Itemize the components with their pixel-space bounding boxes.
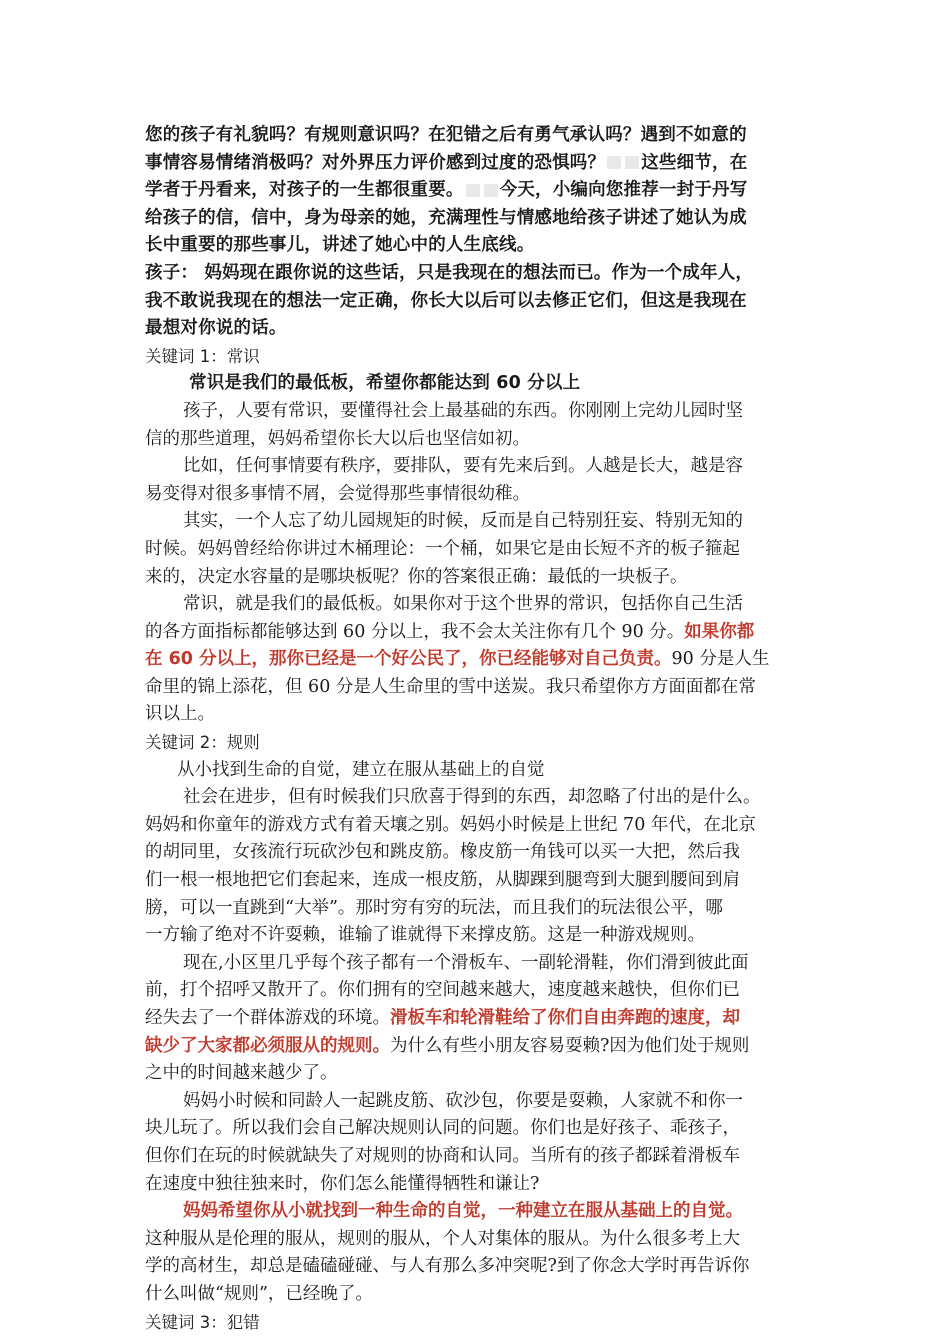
keyword-heading-3: 关键词 3：犯错 — [145, 1312, 260, 1332]
letter-opening-line: 最想对你说的话。 — [145, 318, 287, 339]
intro-line: 长中重要的那些事儿，讲述了她心中的人生底线。 — [145, 235, 535, 256]
letter-document — [145, 122, 807, 1336]
intro-line: 事情容易情绪消极吗？对外界压力评价感到过度的恐惧吗？ 这些细节，在 — [145, 152, 748, 173]
redacted-block — [466, 184, 480, 197]
keyword-heading-1: 关键词 1：常识 — [145, 346, 260, 366]
paragraph-line: 时候。妈妈曾经给你讲过木桶理论：一个桶，如果它是由长短不齐的板子箍起 — [145, 538, 740, 559]
highlighted-text: 缺少了大家都必须服从的规则。 — [145, 1035, 390, 1056]
redacted-block — [607, 156, 621, 169]
paragraph-line: 经失去了一个群体游戏的环境。滑板车和轮滑鞋给了你们自由奔跑的速度，却 — [145, 1008, 740, 1028]
paragraph-line: 来的，决定水容量的是哪块板呢？你的答案很正确：最低的一块板子。 — [145, 566, 688, 587]
paragraph-line: 膀，可以一直跳到“大举”。那时穷有穷的玩法，而且我们的玩法很公平，哪 — [145, 897, 723, 918]
paragraph-line: 前，打个招呼又散开了。你们拥有的空间越来越大，速度越来越快，但你们已 — [145, 980, 740, 1001]
paragraph-line: 什么叫做“规则”，已经晚了。 — [145, 1283, 373, 1304]
paragraph-line: 这种服从是伦理的服从，规则的服从，个人对集体的服从。为什么很多考上大 — [145, 1228, 740, 1249]
paragraph-line: 的各方面指标都能够达到 60 分以上，我不会太关注你有几个 90 分。如果你都 — [145, 621, 755, 642]
paragraph-line: 的胡同里，女孩流行玩砍沙包和跳皮筋。橡皮筋一角钱可以买一大把，然后我 — [145, 842, 740, 863]
paragraph-line: 学的高材生，却总是磕磕碰碰、与人有那么多冲突呢?到了你念大学时再告诉你 — [145, 1256, 750, 1277]
intro-line: 学者于丹看来，对孩子的一生都很重要。 今天，小编向您推荐一封于丹写 — [145, 180, 748, 201]
highlighted-text: 在 60 分以上，那你已经是一个好公民了，你已经能够对自己负责。 — [145, 649, 672, 670]
paragraph-line: 在速度中独往独来时，你们怎么能懂得牺牲和谦让? — [145, 1173, 540, 1194]
paragraph-line: 们一根一根地把它们套起来，连成一根皮筋，从脚踝到腿弯到大腿到腰间到肩 — [145, 870, 740, 891]
section-subtitle: 从小找到生命的自觉，建立在服从基础上的自觉 — [177, 759, 545, 780]
letter-opening-line: 我不敢说我现在的想法一定正确，你长大以后可以去修正它们，但这是我现在 — [145, 290, 747, 311]
paragraph-line: 一方输了绝对不许耍赖，谁输了谁就得下来撑皮筋。这是一种游戏规则。 — [145, 925, 705, 946]
section-subtitle: 常识是我们的最低板，希望你都能达到 60 分以上 — [189, 373, 581, 394]
highlighted-text: 滑板车和轮滑鞋给了你们自由奔跑的速度，却 — [390, 1008, 740, 1028]
highlighted-text: 如果你都 — [684, 621, 755, 642]
redacted-block — [625, 156, 639, 169]
paragraph-line: 但你们在玩的时候就缺失了对规则的协商和认同。当所有的孩子都踩着滑板车 — [145, 1145, 740, 1166]
paragraph-line: 在 60 分以上，那你已经是一个好公民了，你已经能够对自己负责。90 分是人生 — [145, 649, 770, 670]
paragraph-line: 社会在进步，但有时候我们只欣喜于得到的东西，却忽略了付出的是什么。 — [183, 787, 761, 808]
paragraph-line: 信的那些道理，妈妈希望你长大以后也坚信如初。 — [145, 428, 530, 449]
paragraph-line: 缺少了大家都必须服从的规则。为什么有些小朋友容易耍赖?因为他们处于规则 — [145, 1035, 750, 1056]
paragraph-line: 妈妈和你童年的游戏方式有着天壤之别。妈妈小时候是上世纪 70 年代，在北京 — [145, 814, 756, 835]
paragraph-line: 妈妈小时候和同龄人一起跳皮筋、砍沙包，你要是耍赖，人家就不和你一 — [183, 1090, 743, 1111]
letter-opening-line: 孩子： 妈妈现在跟你说的这些话，只是我现在的想法而已。作为一个成年人， — [145, 262, 754, 283]
intro-line: 给孩子的信，信中，身为母亲的她，充满理性与情感地给孩子讲述了她认为成 — [145, 207, 747, 228]
redacted-block — [484, 184, 498, 197]
paragraph-line: 其实，一个人忘了幼儿园规矩的时候，反而是自己特别狂妄、特别无知的 — [183, 511, 743, 532]
paragraph-line: 之中的时间越来越少了。 — [145, 1063, 338, 1084]
paragraph-line: 孩子，人要有常识，要懂得社会上最基础的东西。你刚刚上完幼儿园时坚 — [183, 400, 743, 421]
intro-line: 您的孩子有礼貌吗？有规则意识吗？在犯错之后有勇气承认吗？遇到不如意的 — [145, 125, 747, 145]
paragraph-line: 现在,小区里几乎每个孩子都有一个滑板车、一副轮滑鞋，你们滑到彼此面 — [183, 952, 749, 973]
paragraph-line: 常识，就是我们的最低板。如果你对于这个世界的常识，包括你自己生活 — [183, 594, 743, 615]
paragraph-line: 块儿玩了。所以我们会自己解决规则认同的问题。你们也是好孩子、乖孩子， — [145, 1118, 740, 1139]
keyword-heading-2: 关键词 2：规则 — [145, 733, 260, 753]
paragraph-line: 易变得对很多事情不屑，会觉得那些事情很幼稚。 — [145, 483, 530, 504]
paragraph-line: 比如，任何事情要有秩序，要排队，要有先来后到。人越是长大，越是容 — [183, 456, 743, 477]
paragraph-line: 命里的锦上添花，但 60 分是人生命里的雪中送炭。我只希望你方方面面都在常 — [145, 676, 756, 697]
paragraph-line: 识以上。 — [145, 704, 215, 725]
highlighted-text: 妈妈希望你从小就找到一种生命的自觉，一种建立在服从基础上的自觉。 — [183, 1201, 743, 1222]
